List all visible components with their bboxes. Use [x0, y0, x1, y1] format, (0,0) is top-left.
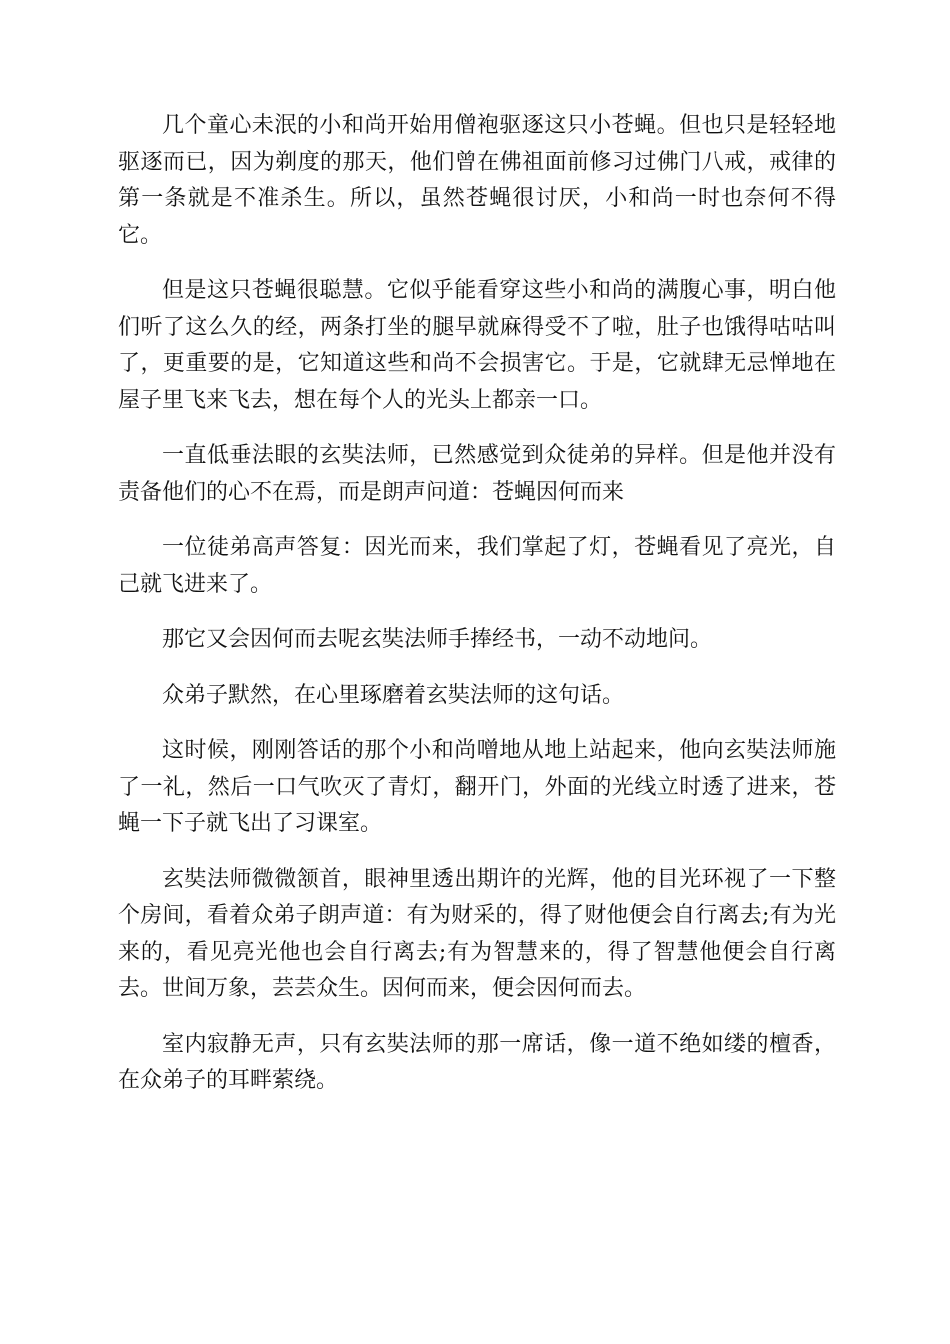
paragraph: 但是这只苍蝇很聪慧。它似乎能看穿这些小和尚的满腹心事，明白他们听了这么久的经，两条打坐的腿早就麻得受不了啦，肚子也饿得咕咕叫了，更重要的是，它知道这些和尚不会损害它。于是，它就肆无忌惮地在屋子里飞来飞去，想在每个人的光头上都亲一口。	[118, 278, 836, 413]
paragraph: 几个童心未泯的小和尚开始用僧袍驱逐这只小苍蝇。但也只是轻轻地驱逐而已，因为剃度的那天，他们曾在佛祖面前修习过佛门八戒，戒律的第一条就是不准杀生。所以，虽然苍蝇很讨厌，小和尚一时也奈何不得它。	[118, 113, 836, 248]
document-body	[118, 108, 836, 1119]
paragraph: 玄奘法师微微颔首，眼神里透出期许的光辉，他的目光环视了一下整个房间，看着众弟子朗声道：有为财采的，得了财他便会自行离去;有为光来的，看见亮光他也会自行离去;有为智慧来的，得了智慧他便会自行离去。世间万象，芸芸众生。因何而来，便会因何而去。	[118, 866, 836, 1001]
paragraph: 室内寂静无声，只有玄奘法师的那一席话，像一道不绝如缕的檀香，在众弟子的耳畔萦绕。	[118, 1031, 836, 1093]
paragraph: 众弟子默然，在心里琢磨着玄奘法师的这句话。	[162, 682, 625, 708]
paragraph: 这时候，刚刚答话的那个小和尚噌地从地上站起来，他向玄奘法师施了一礼，然后一口气吹灭了青灯，翻开门，外面的光线立时透了进来，苍蝇一下子就飞出了习课室。	[118, 738, 836, 836]
paragraph: 一位徒弟高声答复：因光而来，我们掌起了灯，苍蝇看见了亮光，自己就飞进来了。	[118, 535, 836, 597]
paragraph: 那它又会因何而去呢玄奘法师手捧经书，一动不动地问。	[162, 627, 713, 652]
paragraph: 一直低垂法眼的玄奘法师，已然感觉到众徒弟的异样。但是他并没有责备他们的心不在焉，而是朗声问道：苍蝇因何而来	[118, 443, 836, 505]
